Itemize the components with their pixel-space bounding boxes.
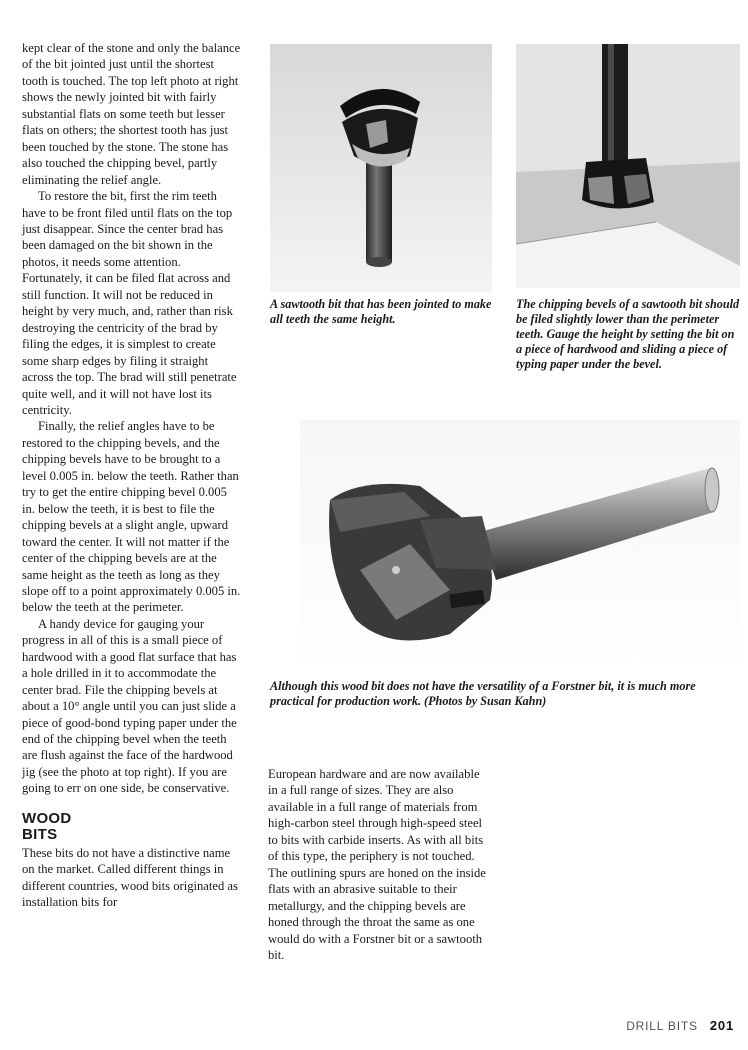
left-paragraph-5: These bits do not have a distinctive name on the market. Called different things in different countries, wood bits originated as installation bits for bbox=[22, 845, 238, 910]
caption-top-left: A sawtooth bit that has been jointed to make all teeth the same height. bbox=[270, 297, 492, 326]
left-paragraph-4: A handy device for gauging your progress in all of this is a small piece of hardwood with a good flat surface that has a hole drilled in it to accommodate the center brad. File the chipping bevels at about a 10° angle until you can just slide a piece of good-bond typing paper under the end of the chipping bevel when the teeth are flush against the face of the hardwood jig (see the photo at top right). If you are going to err on one side, be conservative. bbox=[22, 616, 237, 796]
caption-top-right: The chipping bevels of a sawtooth bit should be filed slightly lower than the perimeter teeth. Gauge the height by setting the bit on a piece of hardwood and sliding a piece of typing paper under the bevel. bbox=[516, 297, 740, 371]
photo-wood-bit bbox=[300, 420, 740, 672]
left-text-column bbox=[22, 40, 242, 911]
page-number: 201 bbox=[709, 1018, 734, 1033]
section-heading-line-1: WOOD bbox=[22, 809, 72, 827]
photo-bit-on-hardwood bbox=[516, 44, 740, 288]
photo-jointed-sawtooth-bit bbox=[270, 44, 492, 292]
left-paragraph-1: kept clear of the stone and only the balance of the bit jointed just until the shortest tooth is touched. The top left photo at right shows the newly jointed bit with fairly substantial flats on some teeth but lesser flats on others; the shortest tooth has just been touched by the stone. The stone has also touched the chipping bevel, partly eliminating the relief angle. bbox=[22, 41, 241, 187]
section-heading-line-2: BITS bbox=[22, 825, 58, 843]
caption-bottom: Although this wood bit does not have the versatility of a Forstner bit, it is much more practical for production work. (Photos by Susan Kahn) bbox=[270, 679, 696, 708]
right-paragraph: European hardware and are now available in a full range of sizes. They are also available in a full range of materials from high-carbon steel through high-speed steel to bits with carbide inserts. As with all bits of this type, the periphery is not touched. The outlining spurs are honed on the inside flats with an abrasive suitable to their metallurgy, and the chipping bevels are honed through the throat the same as one would do with a Forstner bit or a sawtooth bit. bbox=[268, 767, 486, 962]
section-heading bbox=[22, 811, 242, 843]
left-paragraph-2: To restore the bit, first the rim teeth have to be front filed until flats on the top just disappear. Since the center brad has been damaged on the bit shown in the photos, it needs some attention. Fortunately, it can be filed flat across and still function. It will not be reduced in height by very much, and, rather than risk destroying the centricity of the brad by filing the edges, it is simplest to create some sharp edges by filing it straight across the top. The brad will still penetrate quite well, and it will not have lost its centricity. bbox=[22, 189, 237, 417]
right-text-column bbox=[268, 766, 490, 963]
page-footer bbox=[626, 1018, 734, 1033]
running-footer-section: DRILL BITS bbox=[626, 1019, 698, 1033]
left-paragraph-3: Finally, the relief angles have to be restored to the chipping bevels, and the chipping bevels have to be brought to a level 0.005 in. below the teeth. Rather than try to get the entire chipping bevel 0.005 in. below the teeth, it is best to file the chipping bevels at a slight angle, upward toward the center. It will not matter if the center of the chipping bevels are at the same height as the teeth as long as they slope off to a point approximately 0.005 in. below the teeth at the perimeter. bbox=[22, 419, 241, 615]
